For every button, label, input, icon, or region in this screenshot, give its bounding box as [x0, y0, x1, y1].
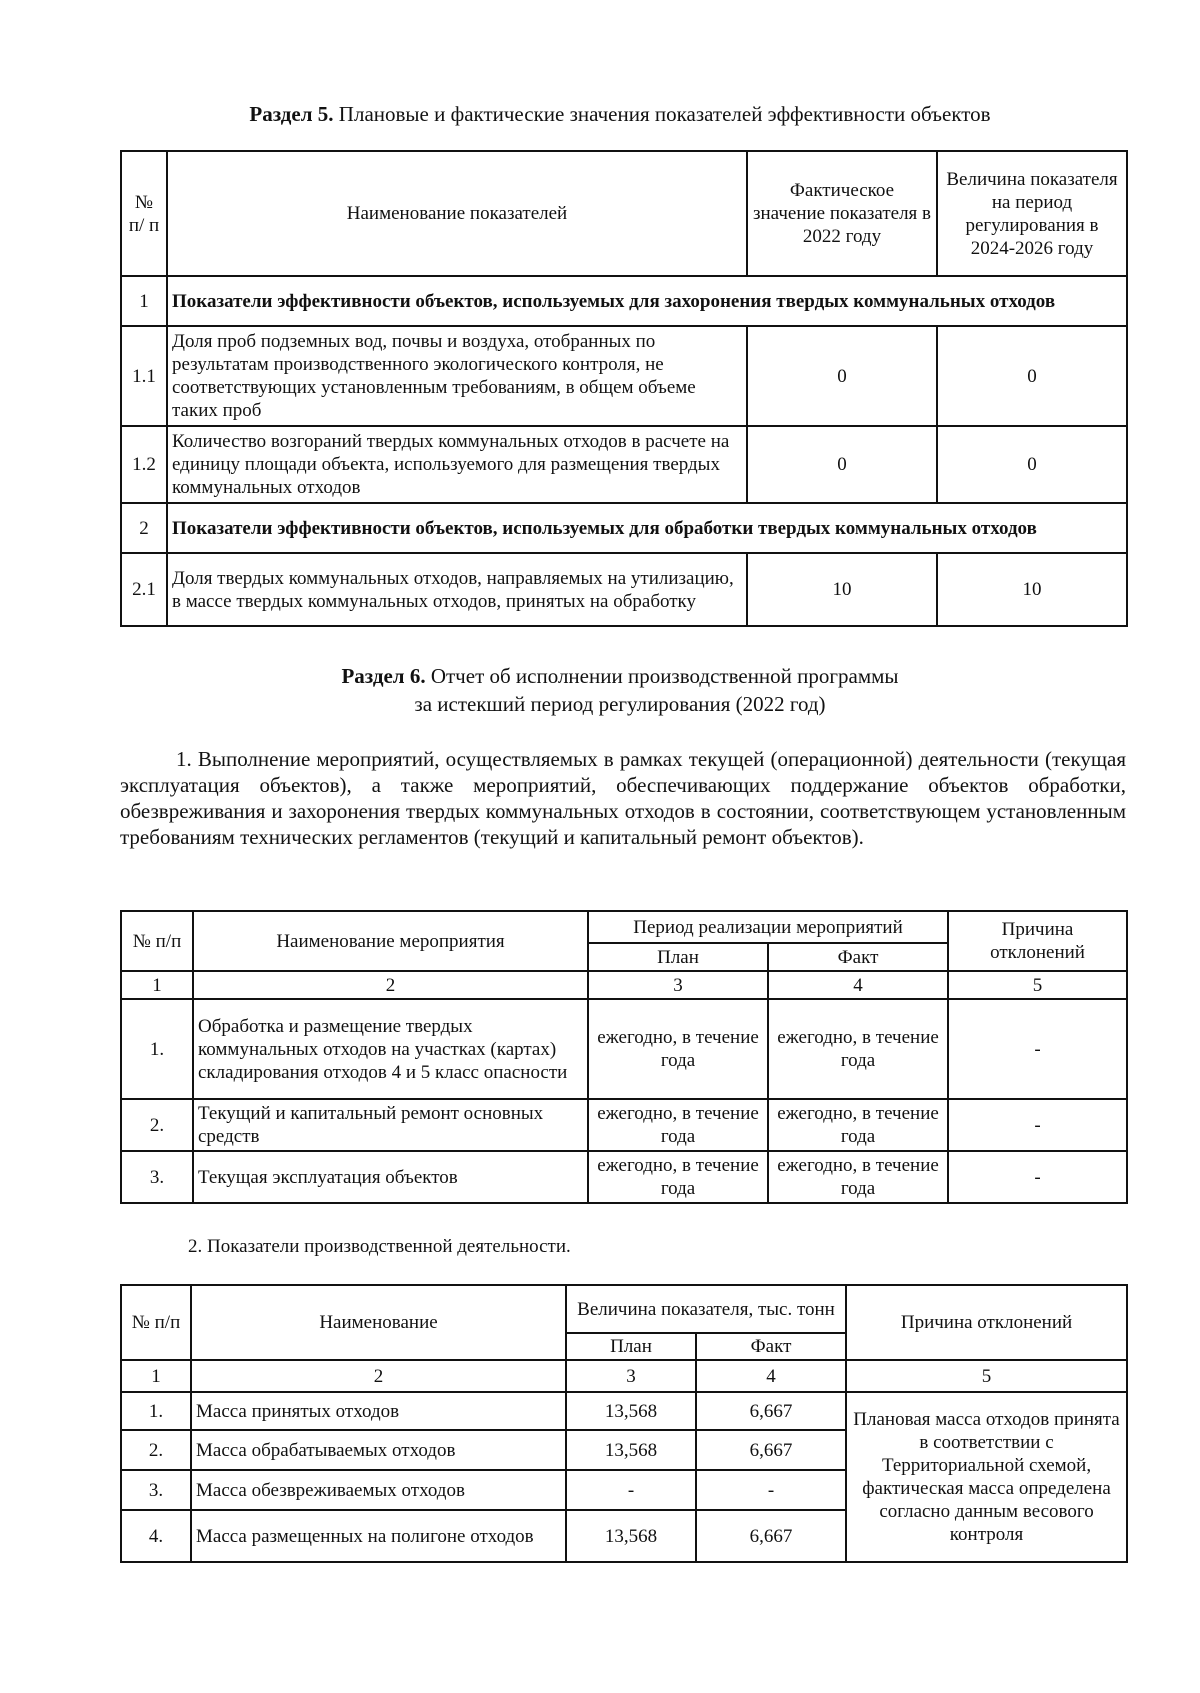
table-row [121, 276, 1127, 326]
colnum: 1 [121, 1360, 191, 1392]
row-name: Доля проб подземных вод, почвы и воздуха, отобранных по результатам производственного экологического контроля, не соответствующих установленным требованиям, в общем объеме таких проб [167, 326, 747, 426]
row-reason: - [948, 1099, 1127, 1151]
colnum: 2 [191, 1360, 566, 1392]
row-fact: 6,667 [696, 1510, 846, 1562]
row-name: Текущая эксплуатация объектов [193, 1151, 588, 1203]
column-numbers-row [121, 1360, 1127, 1392]
header-num: № п/п [121, 1285, 191, 1360]
header-name: Наименование [191, 1285, 566, 1360]
colnum: 3 [588, 971, 768, 999]
row-plan: ежегодно, в течение года [588, 999, 768, 1099]
row-fact: ежегодно, в течение года [768, 1099, 948, 1151]
row-fact: 0 [747, 426, 937, 503]
header-fact: Факт [768, 943, 948, 971]
row-num: 2. [121, 1099, 193, 1151]
row-fact: ежегодно, в течение года [768, 1151, 948, 1203]
section5-table [120, 150, 1128, 627]
row-name: Масса обезвреживаемых отходов [191, 1470, 566, 1510]
row-fact: ежегодно, в течение года [768, 999, 948, 1099]
row-num: 4. [121, 1510, 191, 1562]
section6-paragraph [120, 746, 1126, 850]
table-row [121, 1151, 1127, 1203]
header-name: Наименование показателей [167, 151, 747, 276]
header-reason: Причина отклонений [846, 1285, 1127, 1360]
header-num: № п/п [121, 911, 193, 971]
row-plan: 13,568 [566, 1392, 696, 1430]
section5-title-rest: Плановые и фактические значения показателей эффективности объектов [333, 102, 991, 126]
row-plan: 13,568 [566, 1430, 696, 1470]
colnum: 5 [846, 1360, 1127, 1392]
section6-title-line1 [120, 662, 1120, 690]
row-plan: ежегодно, в течение года [588, 1151, 768, 1203]
row-num: 1. [121, 999, 193, 1099]
table-row [121, 553, 1127, 626]
section6-title [120, 662, 1120, 718]
row-name: Количество возгораний твердых коммунальных отходов в расчете на единицу площади объекта, используемого для размещения твердых коммунальных отходов [167, 426, 747, 503]
header-plan: Величина показателя на период регулирования в 2024-2026 году [937, 151, 1127, 276]
row-plan: 10 [937, 553, 1127, 626]
row-num: 2.1 [121, 553, 167, 626]
row-plan: 0 [937, 426, 1127, 503]
row-name: Масса принятых отходов [191, 1392, 566, 1430]
row-plan: - [566, 1470, 696, 1510]
row-fact: 10 [747, 553, 937, 626]
production-table [120, 1284, 1128, 1563]
colnum: 3 [566, 1360, 696, 1392]
row-group-name: Показатели эффективности объектов, используемых для обработки твердых коммунальных отходов [167, 503, 1127, 553]
row-name: Текущий и капитальный ремонт основных средств [193, 1099, 588, 1151]
colnum: 5 [948, 971, 1127, 999]
row-reason: - [948, 999, 1127, 1099]
row-num: 1.2 [121, 426, 167, 503]
row-name: Обработка и размещение твердых коммунальных отходов на участках (картах) складирования отходов 4 и 5 класс опасности [193, 999, 588, 1099]
section6-title-bold: Раздел 6. [341, 664, 426, 688]
table-row [121, 999, 1127, 1099]
section6-title-rest: Отчет об исполнении производственной программы [425, 664, 899, 688]
activities-table [120, 910, 1128, 1204]
row-name: Доля твердых коммунальных отходов, направляемых на утилизацию, в массе твердых коммунальных отходов, принятых на обработку [167, 553, 747, 626]
table-row [121, 426, 1127, 503]
table-row [121, 1099, 1127, 1151]
table-row [121, 326, 1127, 426]
header-reason: Причина отклонений [948, 911, 1127, 971]
table-row [121, 503, 1127, 553]
header-num: № п/ п [121, 151, 167, 276]
header-plan: План [566, 1333, 696, 1360]
header-fact: Фактическое значение показателя в 2022 году [747, 151, 937, 276]
production-header-row [121, 1285, 1127, 1333]
section5-title [120, 100, 1120, 128]
column-numbers-row [121, 971, 1127, 999]
row-num: 1.1 [121, 326, 167, 426]
paragraph-text: 1. Выполнение мероприятий, осуществляемых в рамках текущей (операционной) деятельности (текущая эксплуатация объектов), а также мероприятий, обеспечивающих поддержание объектов обработки, обезвреживания и захоронения твердых коммунальных отходов в состоянии, соответствующем установленным требованиям технических регламентов (текущий и капитальный ремонт объектов). [120, 747, 1126, 849]
row-reason: Плановая масса отходов принята в соответствии с Территориальной схемой, фактическая масса определена согласно данным весового контроля [846, 1392, 1127, 1562]
section6-caption2: 2. Показатели производственной деятельности. [188, 1236, 571, 1257]
header-period: Период реализации мероприятий [588, 911, 948, 943]
header-value: Величина показателя, тыс. тонн [566, 1285, 846, 1333]
row-fact: - [696, 1470, 846, 1510]
header-fact: Факт [696, 1333, 846, 1360]
row-plan: 13,568 [566, 1510, 696, 1562]
row-plan: 0 [937, 326, 1127, 426]
activities-header-row [121, 911, 1127, 943]
row-num: 3. [121, 1151, 193, 1203]
row-num: 1. [121, 1392, 191, 1430]
row-name: Масса обрабатываемых отходов [191, 1430, 566, 1470]
row-reason: - [948, 1151, 1127, 1203]
row-num: 2 [121, 503, 167, 553]
section5-title-bold: Раздел 5. [249, 102, 334, 126]
row-plan: ежегодно, в течение года [588, 1099, 768, 1151]
header-plan: План [588, 943, 768, 971]
colnum: 1 [121, 971, 193, 999]
header-name: Наименование мероприятия [193, 911, 588, 971]
row-num: 3. [121, 1470, 191, 1510]
row-fact: 0 [747, 326, 937, 426]
table-row [121, 1392, 1127, 1430]
colnum: 4 [768, 971, 948, 999]
colnum: 4 [696, 1360, 846, 1392]
colnum: 2 [193, 971, 588, 999]
row-fact: 6,667 [696, 1392, 846, 1430]
row-fact: 6,667 [696, 1430, 846, 1470]
row-num: 1 [121, 276, 167, 326]
row-name: Масса размещенных на полигоне отходов [191, 1510, 566, 1562]
row-group-name: Показатели эффективности объектов, используемых для захоронения твердых коммунальных отходов [167, 276, 1127, 326]
section6-title-line2: за истекший период регулирования (2022 год) [414, 692, 826, 716]
row-num: 2. [121, 1430, 191, 1470]
section5-header-row [121, 151, 1127, 276]
